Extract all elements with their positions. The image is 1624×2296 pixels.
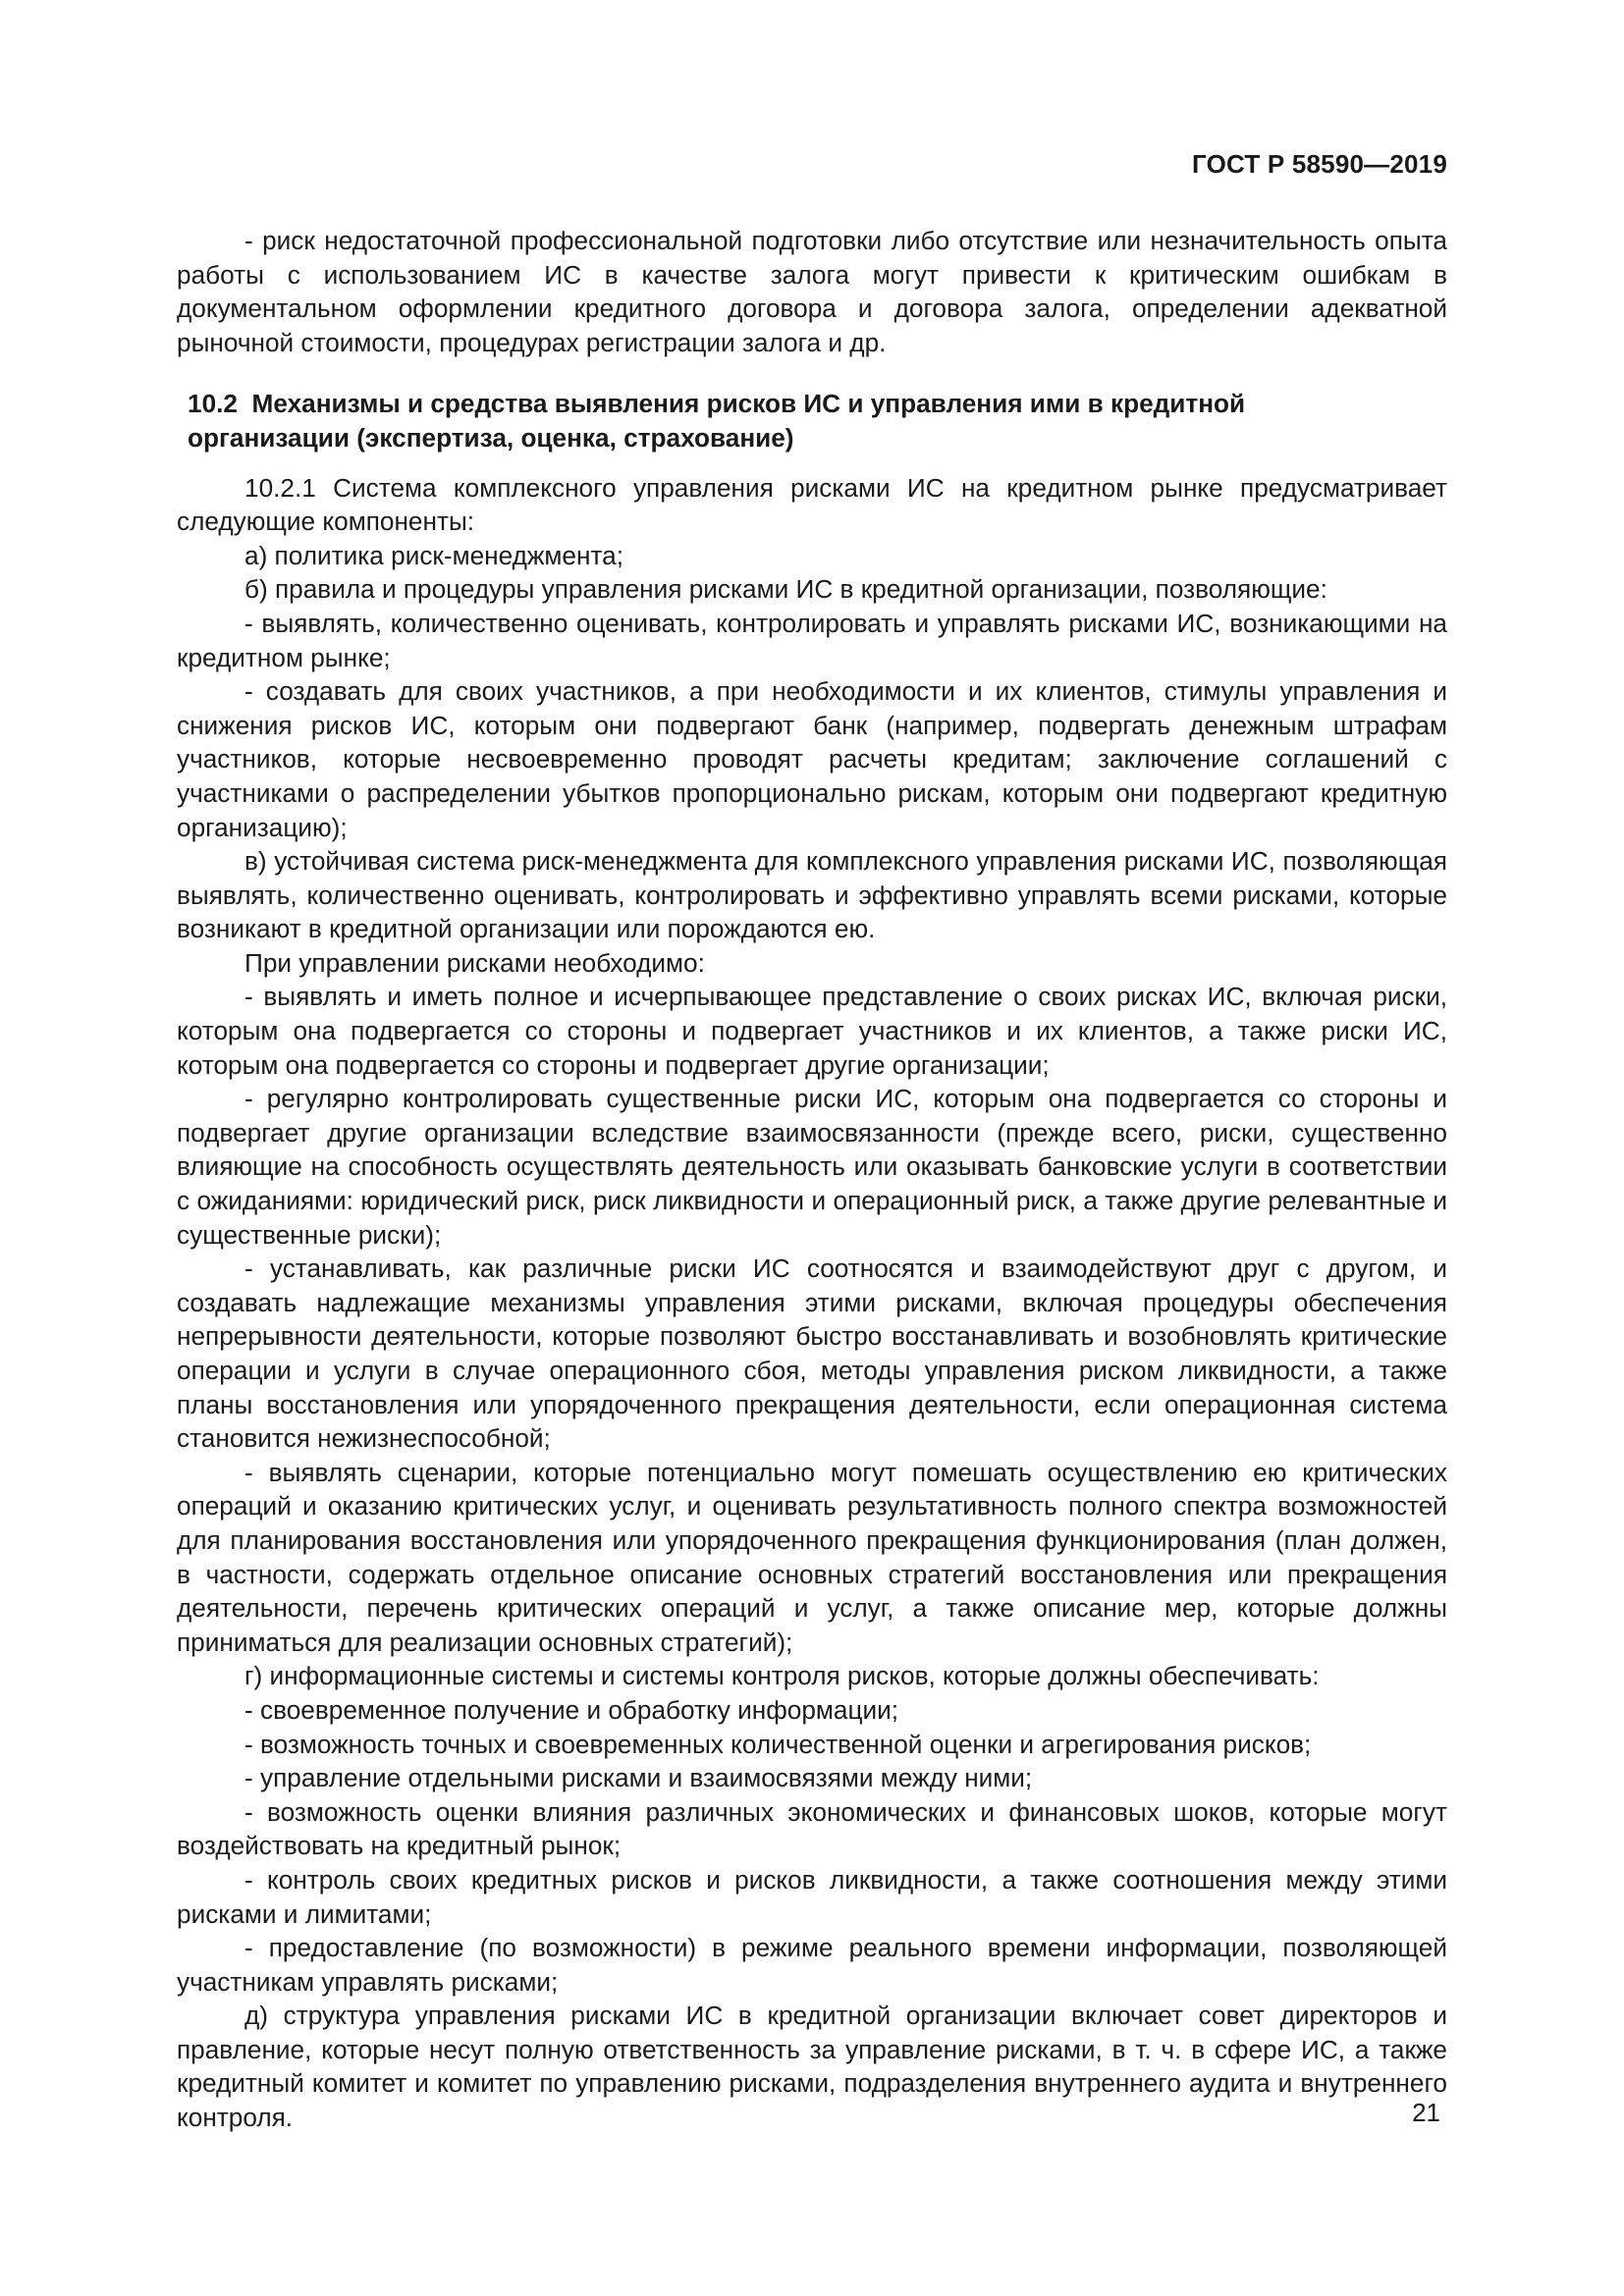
paragraph: - управление отдельными рисками и взаимосвязями между ними; xyxy=(244,1763,1033,1793)
paragraph: - выявлять сценарии, которые потенциально могут помешать осуществлению ею критических операций и оказанию критических услуг, и оценивать результативность полного спектра возможностей для планирования восстановления или упорядоченного прекращения функционирования (план должен, в частности, содержать отдельное описание основных стратегий восстановления или прекращения деятельности, перечень критических операций и услуг, а также описание мер, которые должны приниматься для реализации основных стратегий); xyxy=(177,1457,1447,1657)
paragraph: - возможность оценки влияния различных экономических и финансовых шоков, которые могут воздействовать на кредитный рынок; xyxy=(177,1796,1447,1861)
paragraph: - своевременное получение и обработку информации; xyxy=(244,1694,899,1725)
paragraph: При управлении рисками необходимо: xyxy=(244,947,705,978)
section-heading xyxy=(177,387,1447,454)
paragraph: 10.2.1 Система комплексного управления рисками ИС на кредитном рынке предусматривает следующие компоненты: xyxy=(177,472,1447,537)
paragraph: - выявлять и иметь полное и исчерпывающее представление о своих рисках ИС, включая риски, которым она подвергается со стороны и подвергает участников и их клиентов, а также риски ИС, которым она подвергается со стороны и подвергает другие организации; xyxy=(177,982,1447,1080)
intro-paragraph: - риск недостаточной профессиональной подготовки либо отсутствие или незначительность опыта работы с использованием ИС в качестве залога могут привести к критическим ошибкам в документальном оформлении кредитного договора и договора залога, определении адекватной рыночной стоимости, процедурах регистрации залога и др. xyxy=(177,226,1447,357)
paragraph: - выявлять, количественно оценивать, контролировать и управлять рисками ИС, возникающими на кредитном рынке; xyxy=(177,608,1447,672)
section-title-line1: Механизмы и средства выявления рисков ИС и управления ими в кредитной xyxy=(251,389,1246,419)
paragraph: - предоставление (по возможности) в режиме реального времени информации, позволяющей участникам управлять рисками; xyxy=(177,1933,1447,1997)
paragraph: а) политика риск-менеджмента; xyxy=(244,540,623,570)
paragraph: г) информационные системы и системы контроля рисков, которые должны обеспечивать: xyxy=(244,1661,1320,1691)
paragraph: - контроль своих кредитных рисков и рисков ликвидности, а также соотношения между этими рисками и лимитами; xyxy=(177,1864,1447,1929)
document-standard-header: ГОСТ Р 58590—2019 xyxy=(1192,149,1447,179)
paragraph: в) устойчивая система риск-менеджмента для комплексного управления рисками ИС, позволяющая выявлять, количественно оценивать, контролировать и эффективно управлять всеми рисками, которые возникают в кредитной организации или порождаются ею. xyxy=(177,846,1447,944)
document-body xyxy=(177,224,1447,2135)
paragraph: - возможность точных и своевременных количественной оценки и агрегирования рисков; xyxy=(244,1729,1312,1759)
section-title-line2: организации (экспертиза, оценка, страхование) xyxy=(188,422,794,453)
paragraph: б) правила и процедуры управления рисками ИС в кредитной организации, позволяющие: xyxy=(244,574,1327,605)
paragraph: - регулярно контролировать существенные риски ИС, которым она подвергается со стороны и подвергает другие организации вследствие взаимосвязанности (прежде всего, риски, существенно влияющие на способность осуществлять деятельность или оказывать банковские услуги в соответствии с ожиданиями: юридический риск, риск ликвидности и операционный риск, а также другие релевантные и существенные риски); xyxy=(177,1084,1447,1250)
section-number: 10.2 xyxy=(188,389,238,419)
paragraph: д) структура управления рисками ИС в кредитной организации включает совет директоров и правление, которые несут полную ответственность за управление рисками, в т. ч. в сфере ИС, а также кредитный комитет и комитет по управлению рисками, подразделения внутреннего аудита и внутреннего контроля. xyxy=(177,2001,1447,2133)
page-number: 21 xyxy=(1412,2098,1440,2127)
paragraph: - устанавливать, как различные риски ИС соотносятся и взаимодействуют друг с другом, и создавать надлежащие механизмы управления этими рисками, включая процедуры обеспечения непрерывности деятельности, которые позволяют быстро восстанавливать и возобновлять критические операции и услуги в случае операционного сбоя, методы управления риском ликвидности, а также планы восстановления или упорядоченного прекращения деятельности, если операционная система становится нежизнеспособной; xyxy=(177,1254,1447,1454)
paragraph: - создавать для своих участников, а при необходимости и их клиентов, стимулы управления и снижения рисков ИС, которым они подвергают банк (например, подвергать денежным штрафам участников, которые несвоевременно проводят расчеты кредитам; заключение соглашений с участниками о распределении убытков пропорционально рискам, которым они подвергают кредитную организацию); xyxy=(177,676,1447,842)
